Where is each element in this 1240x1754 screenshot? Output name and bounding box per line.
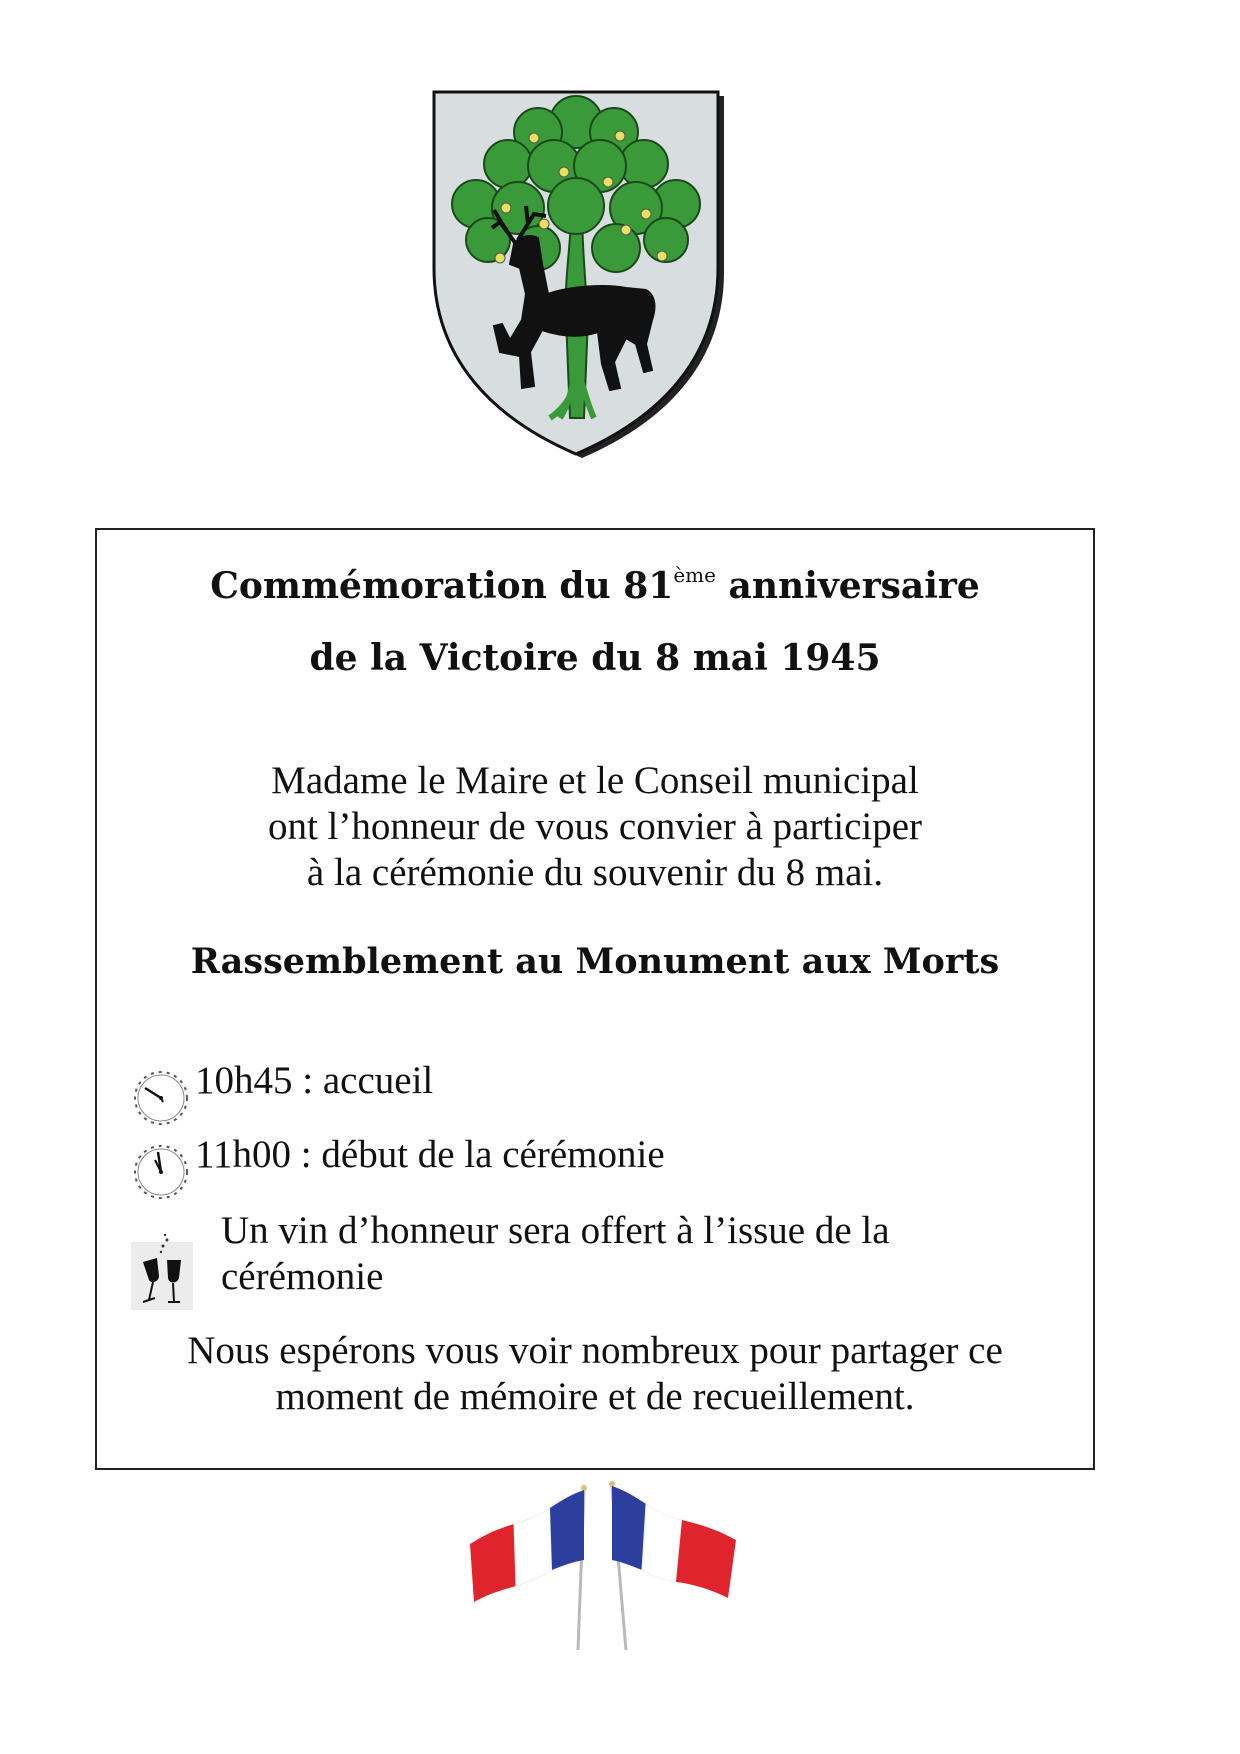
clock-icon (131, 1068, 191, 1128)
invitation-text (97, 758, 1093, 896)
title-superscript: ème (673, 563, 716, 587)
schedule-text: 11h00 : début de la cérémonie (195, 1133, 665, 1176)
title-line-2: de la Victoire du 8 mai 1945 (309, 637, 881, 679)
invitation-line: Madame le Maire et le Conseil municipal (271, 759, 919, 802)
closing-text (97, 1328, 1093, 1420)
schedule-text-line: Un vin d’honneur sera offert à l’issue de la (221, 1209, 890, 1252)
title-line-1 (97, 564, 1093, 613)
schedule-text: 10h45 : accueil (195, 1059, 434, 1102)
assembly-heading: Rassemblement au Monument aux Morts (190, 941, 1000, 982)
notice-box (95, 528, 1095, 1470)
title-text: Commémoration du 81 (210, 565, 674, 607)
french-flags-icon (466, 1474, 740, 1660)
closing-line: Nous espérons vous voir nombreux pour partager ce (187, 1329, 1003, 1372)
invitation-line: ont l’honneur de vous convier à participer (267, 805, 923, 848)
coat-of-arms (430, 88, 726, 460)
title-text-end: anniversaire (715, 565, 980, 607)
schedule-text-line: cérémonie (221, 1255, 384, 1298)
clock-icon (131, 1142, 191, 1202)
champagne-glasses-icon (131, 1232, 193, 1310)
closing-line: moment de mémoire et de recueillement. (275, 1375, 915, 1418)
schedule-text (221, 1208, 890, 1300)
invitation-line: à la cérémonie du souvenir du 8 mai. (306, 851, 884, 894)
